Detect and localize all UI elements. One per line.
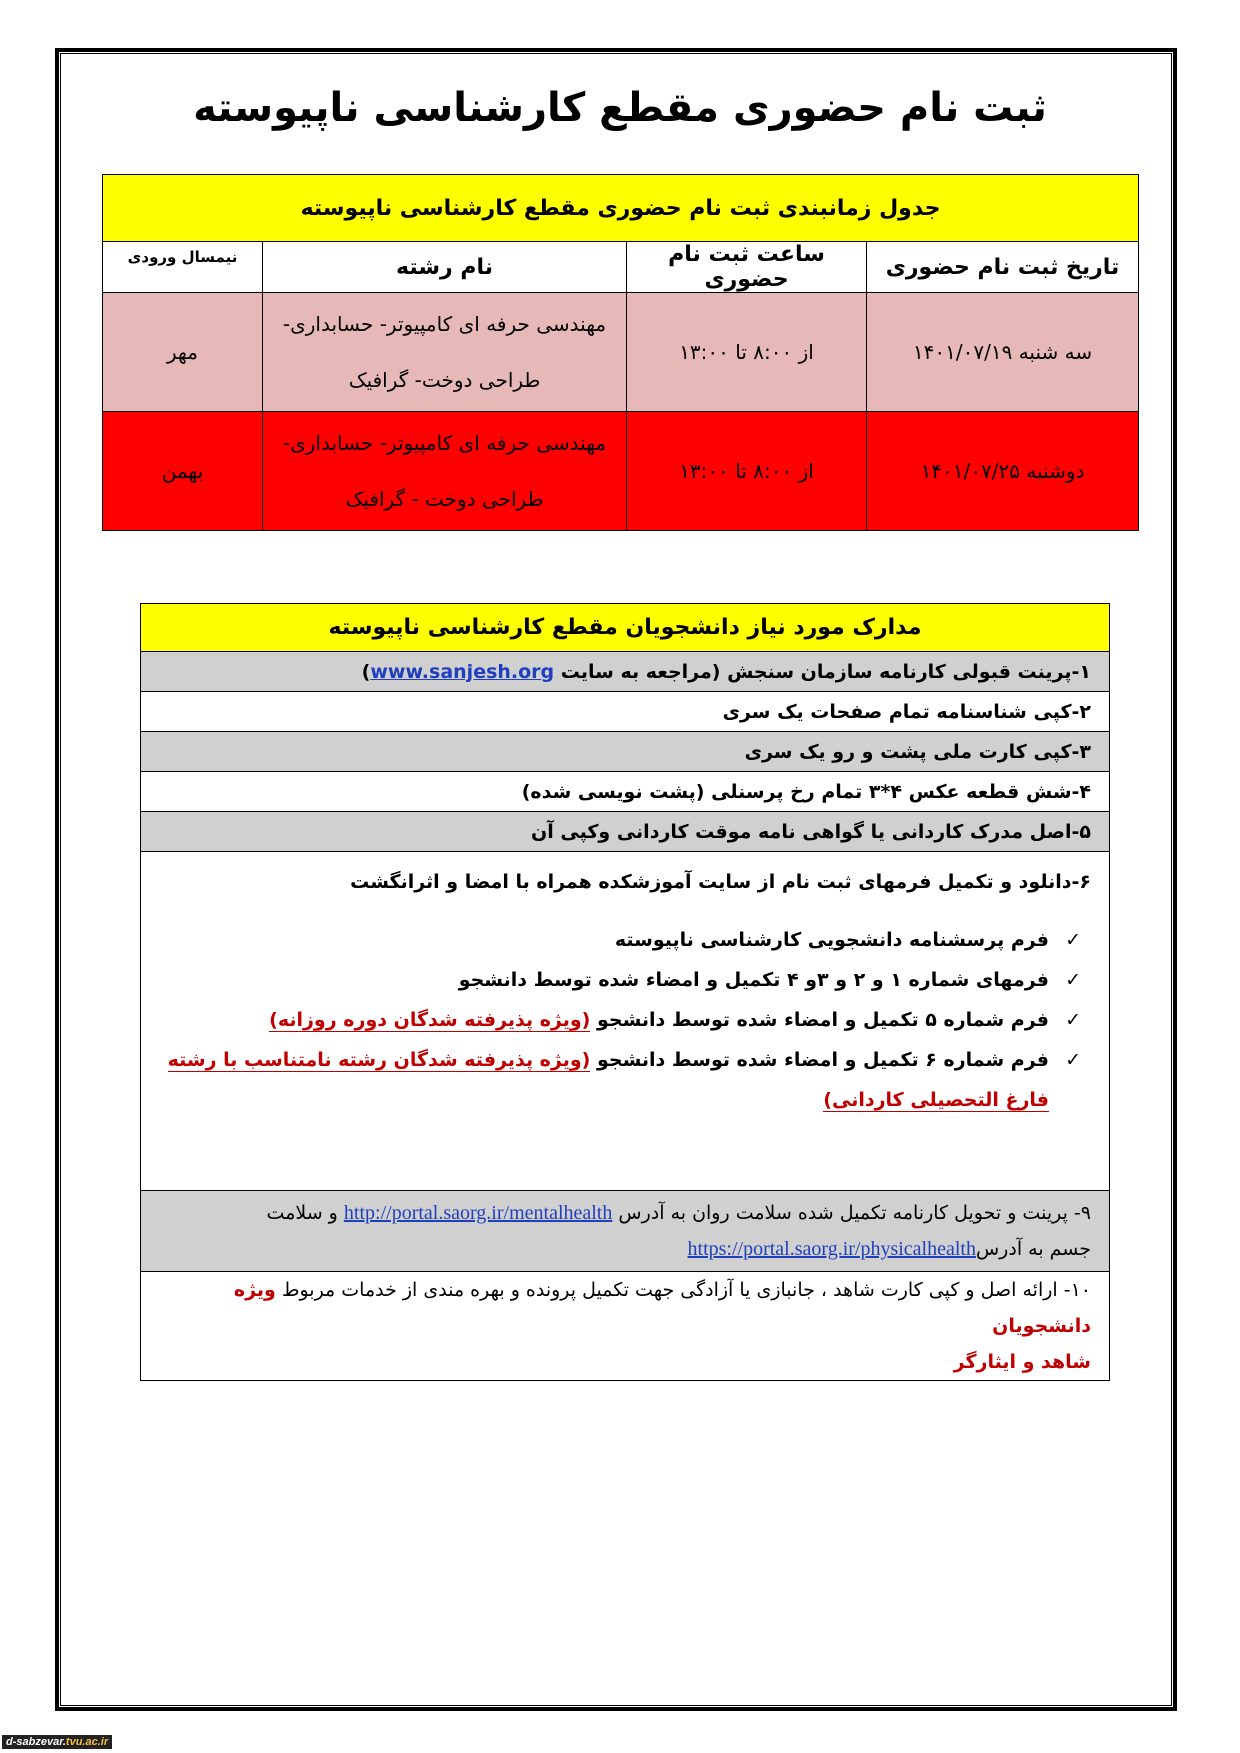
mentalhealth-link[interactable]: http://portal.saorg.ir/mentalhealth <box>343 1202 613 1224</box>
schedule-table <box>102 174 1139 531</box>
page-title: ثبت نام حضوری مقطع کارشناسی ناپیوسته <box>193 85 1047 131</box>
item6-text: ۶-دانلود و تکمیل فرمهای ثبت نام از سایت آموزشکده همراه با امضا و اثرانگشت <box>350 871 1091 893</box>
header-field: نام رشته <box>263 242 627 293</box>
document-item <box>141 812 1110 852</box>
item2-text: ۲-کپی شناسنامه تمام صفحات یک سری <box>141 692 1110 732</box>
checklist-text: فرم شماره ۵ تکمیل و امضاء شده توسط دانشجو <box>590 1009 1049 1031</box>
field-cell <box>263 293 627 412</box>
field-line: طراحی دوخت- گرافیک <box>348 368 541 392</box>
document-item <box>141 1191 1110 1272</box>
semester-cell: مهر <box>103 293 263 412</box>
document-item <box>141 652 1110 692</box>
field-line: طراحی دوخت - گرافیک <box>345 487 544 511</box>
item3-text: ۳-کپی کارت ملی پشت و رو یک سری <box>141 732 1110 772</box>
document-item <box>141 692 1110 732</box>
check-icon: ✓ <box>1065 1009 1081 1031</box>
item9-text: ۹- پرینت و تحویل کارنامه تکمیل شده سلامت روان به آدرس <box>612 1202 1091 1224</box>
item1-close: ) <box>361 660 371 683</box>
check-icon: ✓ <box>1065 1049 1081 1071</box>
item9-cell <box>141 1191 1110 1272</box>
header-date: تاریخ ثبت نام حضوری <box>867 242 1139 293</box>
sanjesh-link[interactable]: www.sanjesh.org <box>370 660 555 683</box>
item5-text: ۵-اصل مدرک کاردانی یا گواهی نامه موقت کاردانی وکپی آن <box>141 812 1110 852</box>
checklist-text: فرمهای شماره ۱ و ۲ و ۳و ۴ تکمیل و امضاء شده توسط دانشجو <box>458 969 1049 991</box>
header-semester: نیمسال ورودی <box>103 242 263 293</box>
checklist-text: فرم پرسشنامه دانشجویی کارشناسی ناپیوسته <box>614 929 1049 951</box>
field-line: مهندسی حرفه ای کامپیوتر- حسابداری- <box>282 312 607 336</box>
item4-text: ۴-شش قطعه عکس ۴*۳ تمام رخ پرسنلی (پشت نویسی شده) <box>141 772 1110 812</box>
item6-cell <box>141 852 1110 1191</box>
item9-text: جسم به آدرس <box>975 1238 1091 1260</box>
date-cell: سه شنبه ۱۴۰۱/۰۷/۱۹ <box>867 293 1139 412</box>
checklist-text: فرم شماره ۶ تکمیل و امضاء شده توسط دانشجو <box>590 1049 1049 1071</box>
document-item <box>141 772 1110 812</box>
table-row <box>103 412 1139 531</box>
physicalhealth-link[interactable]: https://portal.saorg.ir/physicalhealth <box>687 1238 976 1260</box>
field-line: مهندسی حرفه ای کامپیوتر- حسابداری- <box>282 431 607 455</box>
footer-url[interactable] <box>2 1735 112 1749</box>
semester-cell: بهمن <box>103 412 263 531</box>
time-cell: از ۸:۰۰ تا ۱۳:۰۰ <box>627 293 867 412</box>
footer-url-part: d-sabzevar. <box>6 1736 66 1748</box>
header-time: ساعت ثبت نام حضوری <box>627 242 867 293</box>
item10-text: ۱۰- ارائه اصل و کپی کارت شاهد ، جانبازی یا آزادگی جهت تکمیل پرونده و بهره مندی از خدمات مربوط <box>275 1279 1091 1301</box>
time-cell: از ۸:۰۰ تا ۱۳:۰۰ <box>627 412 867 531</box>
footer-url-part: tvu.ac.ir <box>65 1736 109 1748</box>
checklist-note: فارغ التحصیلی کاردانی) <box>823 1089 1049 1111</box>
list-item <box>159 920 1081 960</box>
item10-cell <box>141 1272 1110 1381</box>
item9-text: و سلامت <box>266 1202 338 1224</box>
item10-highlight: شاهد و ایثارگر <box>953 1351 1091 1373</box>
table-row <box>103 293 1139 412</box>
documents-title: مدارک مورد نیاز دانشجویان مقطع کارشناسی ناپیوسته <box>141 604 1110 652</box>
checklist-note: (ویژه پذیرفته شدگان رشته نامتناسب با رشته <box>167 1049 591 1071</box>
item1-text: ۱-پرینت قبولی کارنامه سازمان سنجش (مراجعه به سایت <box>560 660 1091 683</box>
document-item <box>141 852 1110 1191</box>
checklist-note: (ویژه پذیرفته شدگان دوره روزانه) <box>269 1009 591 1031</box>
schedule-title: جدول زمانبندی ثبت نام حضوری مقطع کارشناسی ناپیوسته <box>103 175 1139 242</box>
forms-checklist <box>159 920 1091 1120</box>
item10-highlight: ویژه دانشجویان <box>233 1279 1091 1337</box>
check-icon: ✓ <box>1065 929 1081 951</box>
check-icon: ✓ <box>1065 969 1081 991</box>
documents-table <box>140 603 1110 1381</box>
date-cell: دوشنبه ۱۴۰۱/۰۷/۲۵ <box>867 412 1139 531</box>
list-item <box>159 1000 1081 1040</box>
list-item <box>159 1040 1081 1120</box>
field-cell <box>263 412 627 531</box>
list-item <box>159 960 1081 1000</box>
document-item <box>141 732 1110 772</box>
document-item <box>141 1272 1110 1381</box>
